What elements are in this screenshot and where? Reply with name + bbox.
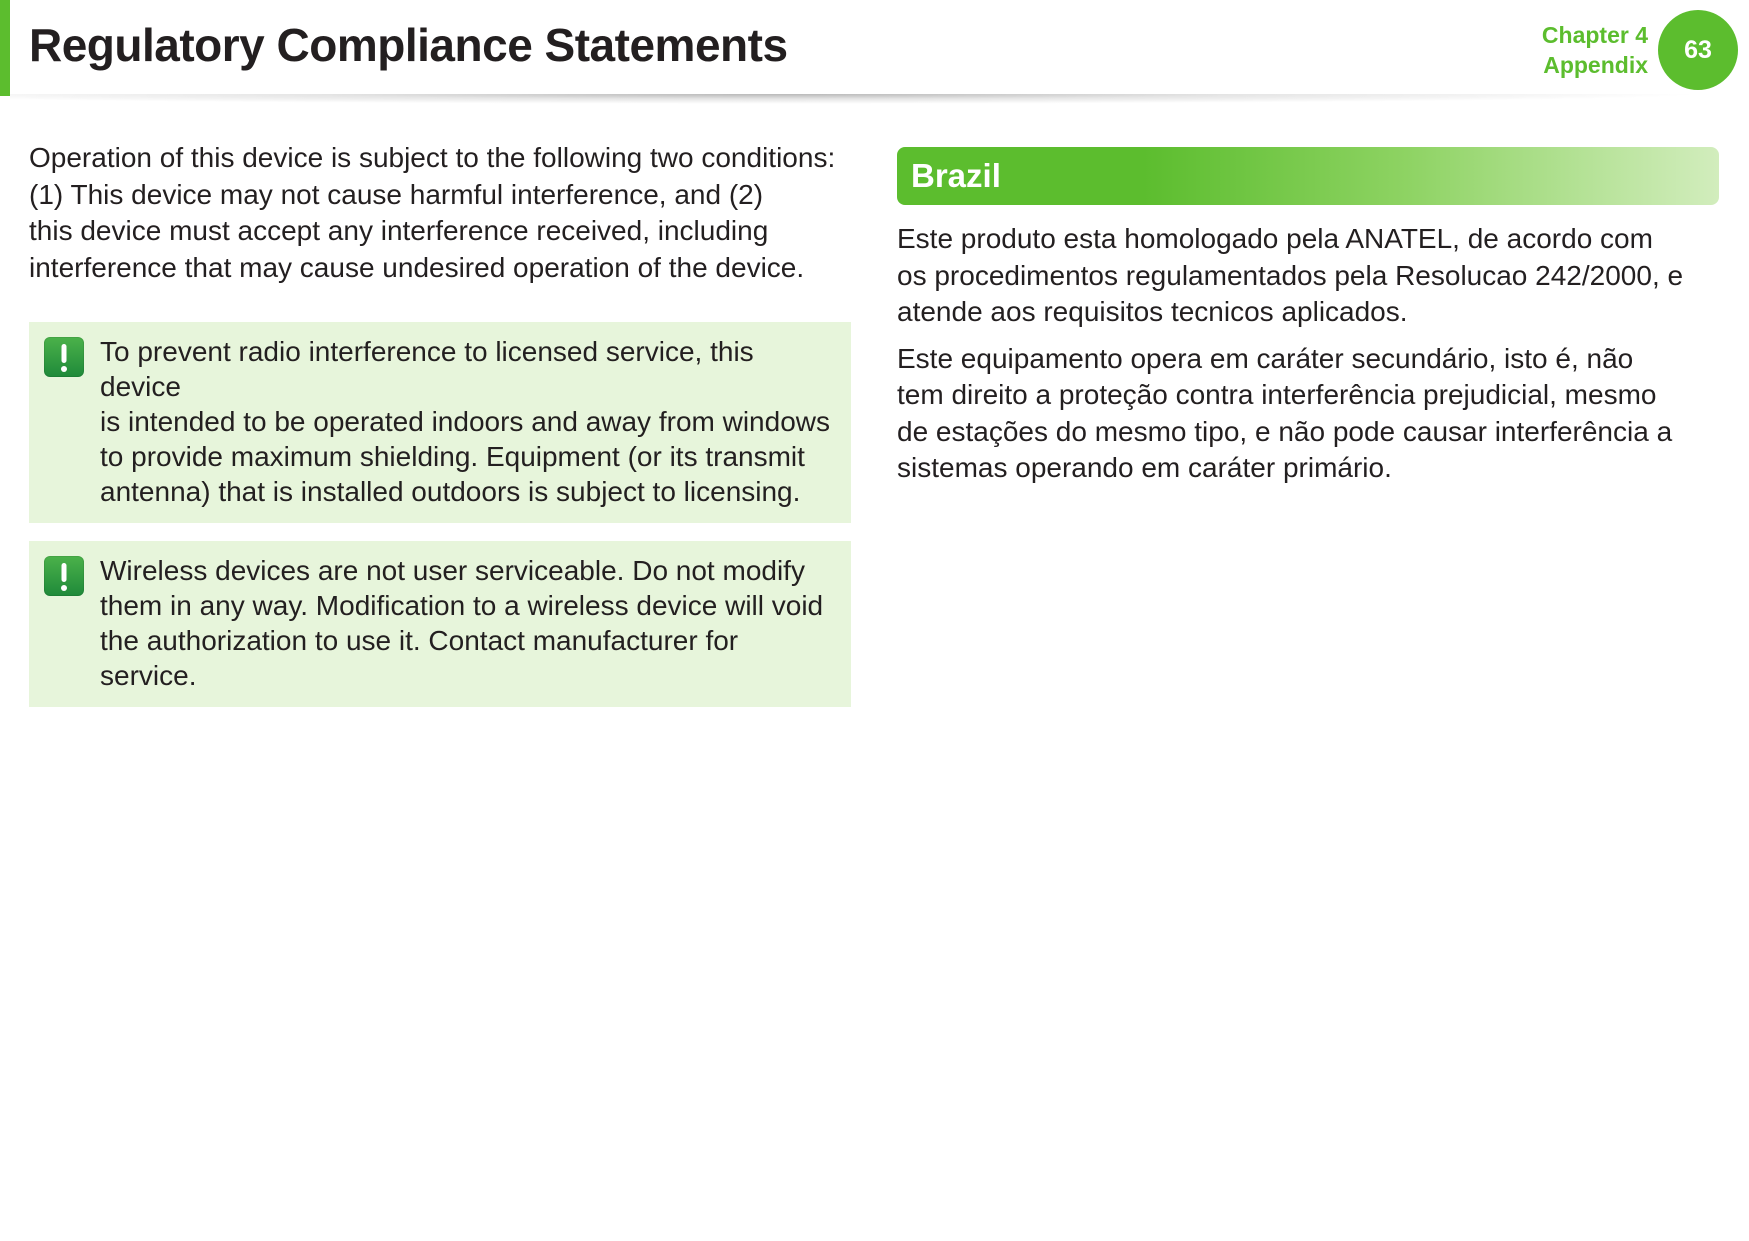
note-line: is intended to be operated indoors and away from windows bbox=[100, 406, 830, 437]
warning-icon bbox=[44, 556, 84, 596]
caution-note bbox=[29, 322, 851, 523]
section-header-brazil bbox=[897, 147, 1719, 205]
page-number: 63 bbox=[1684, 35, 1712, 64]
note-line: Wireless devices are not user serviceable. Do not modify bbox=[100, 555, 805, 586]
header-divider bbox=[10, 94, 1710, 104]
right-column bbox=[897, 147, 1719, 497]
paragraph-line: atende aos requisitos tecnicos aplicados. bbox=[897, 296, 1408, 327]
intro-line: Operation of this device is subject to the following two conditions: bbox=[29, 142, 836, 173]
intro-line: (1) This device may not cause harmful interference, and (2) bbox=[29, 178, 764, 210]
paragraph-line: de estações do mesmo tipo, e não pode causar interferência a bbox=[897, 415, 1673, 447]
section-title: Brazil bbox=[911, 157, 1001, 194]
note-line: them in any way. Modification to a wireless device will void bbox=[100, 590, 824, 621]
note-line: To prevent radio interference to licensed service, this device bbox=[100, 336, 754, 402]
note-line: the authorization to use it. Contact manufacturer for service. bbox=[100, 625, 739, 691]
chapter-label: Chapter 4 bbox=[1541, 22, 1648, 48]
intro-line: this device must accept any interference received, including bbox=[29, 215, 769, 246]
page-title: Regulatory Compliance Statements bbox=[29, 19, 788, 71]
paragraph-line: Este produto esta homologado pela ANATEL, de acordo com bbox=[897, 223, 1653, 254]
note-text bbox=[100, 553, 831, 693]
paragraph-line: Este equipamento opera em caráter secundário, isto é, não bbox=[897, 342, 1634, 374]
note-text bbox=[100, 334, 831, 509]
paragraph-line: sistemas operando em caráter primário. bbox=[897, 452, 1392, 483]
caution-note bbox=[29, 541, 851, 707]
section-label: Appendix bbox=[1543, 52, 1648, 78]
warning-icon bbox=[44, 337, 84, 377]
intro-paragraph bbox=[29, 140, 851, 286]
note-line: to provide maximum shielding. Equipment (or its transmit bbox=[100, 441, 805, 472]
page-number-badge bbox=[1658, 10, 1738, 90]
note-line: antenna) that is installed outdoors is subject to licensing. bbox=[100, 476, 801, 507]
brazil-paragraph bbox=[897, 221, 1719, 331]
header-accent-bar bbox=[0, 0, 10, 96]
paragraph-line: os procedimentos regulamentados pela Resolucao 242/2000, e bbox=[897, 259, 1684, 291]
chapter-indicator bbox=[1542, 20, 1648, 80]
brazil-paragraph bbox=[897, 341, 1719, 487]
left-column bbox=[29, 140, 851, 707]
intro-line: interference that may cause undesired operation of the device. bbox=[29, 251, 805, 283]
paragraph-line: tem direito a proteção contra interferência prejudicial, mesmo bbox=[897, 379, 1657, 410]
